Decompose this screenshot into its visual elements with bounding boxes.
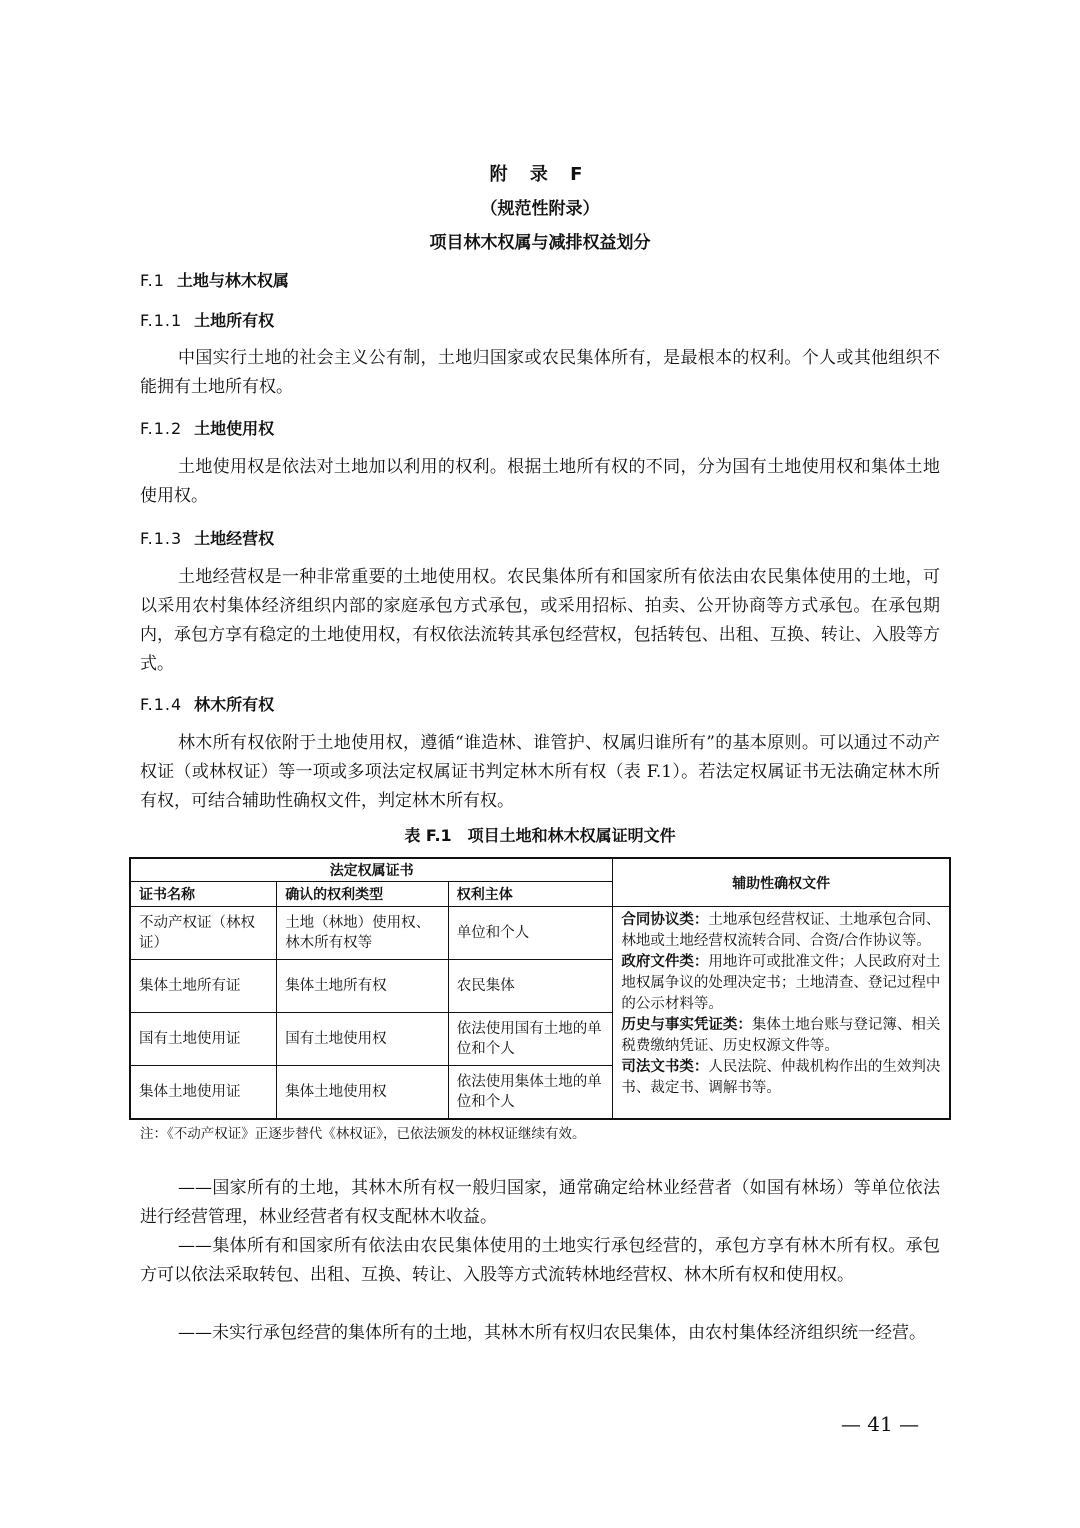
table-cell: 依法使用集体土地的单位和个人	[448, 1066, 613, 1120]
appendix-heading: 附 录 F	[489, 164, 591, 185]
paragraph-f12: 土地使用权是依法对土地加以利用的权利。根据土地所有权的不同，分为国有土地使用权和集体土地使用权。	[140, 457, 940, 506]
legal-certificates-header: 法定权属证书	[130, 858, 613, 882]
bullet-paragraph: ——国家所有的土地，其林木所有权一般归国家，通常确定给林业经营者（如国有林场）等单位依法进行经营管理，林业经营者有权支配林木收益。	[140, 1178, 940, 1227]
appendix-type: （规范性附录）	[480, 199, 600, 219]
table-caption: 表 F.1 项目土地和林木权属证明文件	[404, 826, 676, 845]
auxiliary-item-text: 土地承包经营权证、土地承包合同、林地或土地经营权流转合同、合资/合作协议等。	[621, 912, 941, 949]
auxiliary-item-label: 合同协议类：	[621, 912, 709, 928]
page-number: — 41 —	[840, 1412, 920, 1436]
table-cell: 集体土地所有证	[130, 960, 277, 1013]
section-title: 土地与林木权属	[176, 271, 289, 290]
auxiliary-documents-cell	[613, 907, 950, 1120]
table-cell: 集体土地使用权	[277, 1066, 449, 1120]
paragraph-f13: 土地经营权是一种非常重要的土地使用权。农民集体所有和国家所有依法由农民集体使用的土地，可以采用农村集体经济组织内部的家庭承包方式承包，或采用招标、拍卖、公开协商等方式承包。在承包期内，承包方享有稳定的土地使用权，有权依法流转其承包经营权，包括转包、出租、互换、转让、入股等方式。	[140, 567, 940, 674]
auxiliary-documents-header: 辅助性确权文件	[613, 858, 950, 907]
section-title: 林木所有权	[194, 695, 275, 714]
section-title: 土地所有权	[194, 311, 275, 330]
column-header: 证书名称	[130, 882, 277, 907]
paragraph-f11: 中国实行土地的社会主义公有制，土地归国家或农民集体所有，是最根本的权利。个人或其他组织不能拥有土地所有权。	[140, 348, 940, 397]
table-cell: 国有土地使用权	[277, 1013, 449, 1066]
table-note: 注：《不动产权证》正逐步替代《林权证》，已依法颁发的林权证继续有效。	[140, 1126, 586, 1142]
auxiliary-item	[621, 1057, 941, 1099]
appendix-title: 项目林木权属与减排权益划分	[429, 233, 651, 253]
table-cell: 集体土地所有权	[277, 960, 449, 1013]
section-number: F.1.2	[140, 419, 183, 438]
section-title: 土地使用权	[194, 419, 275, 438]
auxiliary-item-label: 司法文书类：	[621, 1059, 709, 1075]
table-cell: 依法使用国有土地的单位和个人	[448, 1013, 613, 1066]
ownership-documents-table	[129, 857, 951, 1120]
table-cell: 不动产权证（林权证）	[130, 907, 277, 960]
column-header: 确认的权利类型	[277, 882, 449, 907]
table-cell: 农民集体	[448, 960, 613, 1013]
section-heading-f14	[140, 692, 274, 715]
section-title: 土地经营权	[194, 529, 275, 548]
table-cell: 土地（林地）使用权、林木所有权等	[277, 907, 449, 960]
column-header: 权利主体	[448, 882, 613, 907]
bullet-paragraph: ——集体所有和国家所有依法由农民集体使用的土地实行承包经营的，承包方享有林木所有权。承包方可以依法采取转包、出租、互换、转让、入股等方式流转林地经营权、林木所有权和使用权。	[140, 1236, 940, 1285]
table-cell: 国有土地使用证	[130, 1013, 277, 1066]
section-number: F.1.3	[140, 529, 183, 548]
section-heading-f13	[140, 526, 274, 549]
auxiliary-item	[621, 952, 941, 1015]
table-cell: 单位和个人	[448, 907, 613, 960]
table-header-row	[130, 858, 950, 882]
auxiliary-item-text: 用地许可或批准文件；人民政府对土地权属争议的处理决定书；土地清查、登记过程中的公示材料等。	[621, 954, 941, 1012]
section-number: F.1.1	[140, 311, 183, 330]
auxiliary-item-label: 历史与事实凭证类：	[621, 1017, 752, 1033]
table-row	[130, 907, 950, 960]
section-heading-f1	[140, 268, 289, 291]
section-number: F.1	[140, 271, 165, 290]
table-cell: 集体土地使用证	[130, 1066, 277, 1120]
paragraph-f14: 林木所有权依附于土地使用权，遵循“谁造林、谁管护、权属归谁所有”的基本原则。可以通过不动产权证（或林权证）等一项或多项法定权属证书判定林木所有权（表 F.1）。若法定权属证书无法确定林木所有权，可结合辅助性确权文件，判定林木所有权。	[140, 733, 940, 811]
bullet-paragraph: ——未实行承包经营的集体所有的土地，其林木所有权归农民集体，由农村集体经济组织统一经营。	[178, 1323, 926, 1343]
section-heading-f12	[140, 416, 274, 439]
auxiliary-item	[621, 1015, 941, 1057]
section-heading-f11	[140, 308, 274, 331]
auxiliary-item-text: 集体土地台账与登记簿、相关税费缴纳凭证、历史权源文件等。	[621, 1017, 941, 1054]
section-number: F.1.4	[140, 695, 183, 714]
auxiliary-item-text: 人民法院、仲裁机构作出的生效判决书、裁定书、调解书等。	[621, 1059, 941, 1096]
auxiliary-item	[621, 910, 941, 952]
auxiliary-item-label: 政府文件类：	[621, 954, 709, 970]
